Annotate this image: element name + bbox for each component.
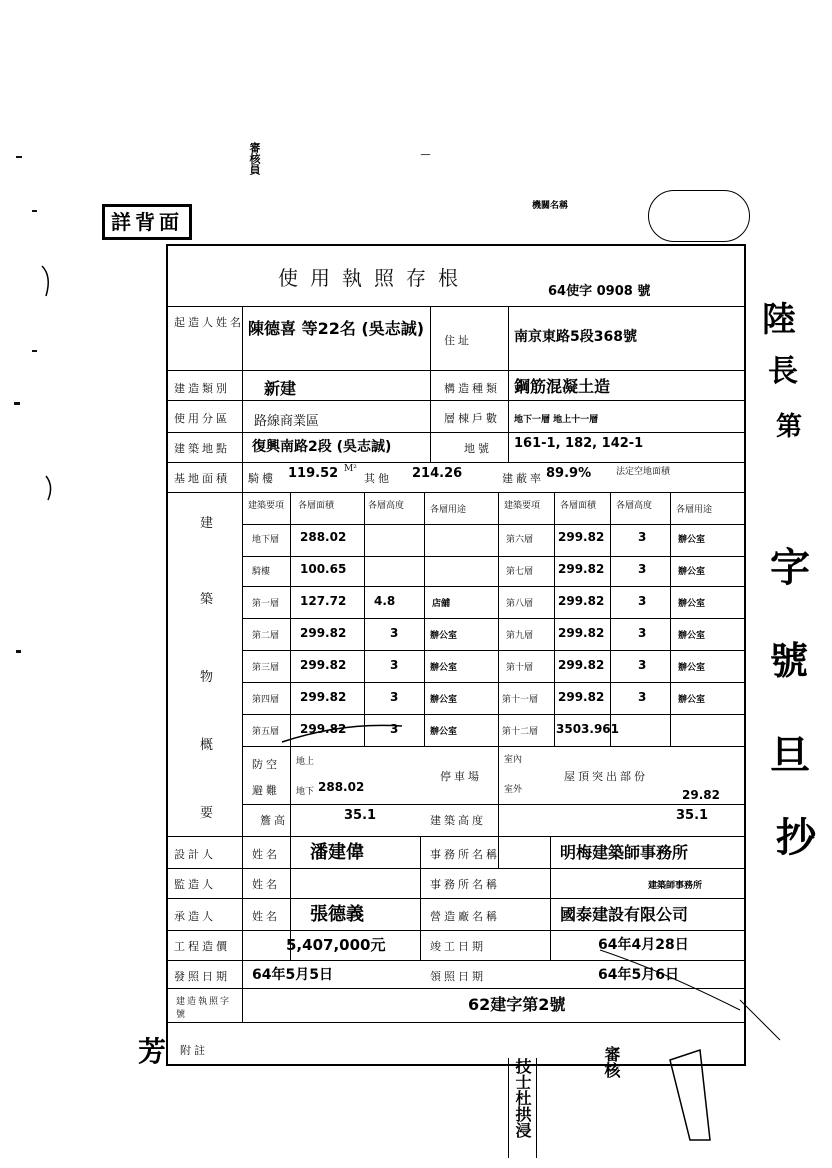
- floor-name: 第一層: [252, 599, 280, 609]
- right-margin-glyph: 第: [776, 412, 803, 442]
- company-name: 國泰建設有限公司: [560, 905, 689, 924]
- floor-height: 3: [390, 658, 399, 672]
- floor-use: 辦公室: [430, 727, 458, 737]
- floor-area: 299.82: [558, 562, 605, 576]
- eave-height-value: 35.1: [344, 808, 377, 823]
- supervisor-office: 建築師事務所: [648, 881, 703, 891]
- floor-name: 第十層: [506, 663, 534, 673]
- floor-use: 辦公室: [678, 663, 706, 673]
- review-stamp: 審核: [602, 1046, 621, 1078]
- owner-label: 起造人姓名: [174, 316, 244, 329]
- legal-open-area-label: 法定空地面積: [616, 467, 671, 477]
- coverage-value: 89.9%: [546, 466, 592, 481]
- right-margin-glyph: 抄: [776, 815, 816, 861]
- floor-height: 3: [638, 530, 647, 544]
- below-ground-label: 地下: [296, 787, 315, 797]
- other-label: 其他: [364, 472, 392, 485]
- top-right-note: 機關名稱: [532, 201, 569, 211]
- floor-name: 第九層: [506, 631, 534, 641]
- margin-mark: [16, 156, 22, 158]
- owner-value: 陳德喜 等22名 (吳志誠): [248, 319, 425, 338]
- col-header: 各層高度: [368, 501, 405, 511]
- right-margin-glyph: 字: [770, 545, 810, 591]
- zone-label: 使用分區: [174, 412, 230, 425]
- name-label: 姓名: [252, 848, 280, 861]
- arcade-label: 騎樓: [248, 472, 276, 485]
- side-label: 建: [200, 516, 214, 531]
- col-header: 建築要項: [504, 501, 541, 511]
- floor-area: 299.82: [558, 530, 605, 544]
- building-height-label: 建築高度: [430, 814, 486, 827]
- parking-outdoor-label: 室外: [504, 785, 523, 795]
- floor-area: 299.82: [558, 658, 605, 672]
- issue-date: 64年5月5日: [252, 967, 333, 983]
- construction-permit-number: 62建字第2號: [468, 995, 566, 1014]
- site-value: 復興南路2段 (吳志誠): [252, 439, 392, 455]
- cost-label: 工程造價: [174, 940, 230, 953]
- lot-value: 161-1, 182, 142-1: [514, 436, 644, 451]
- shelter-label: 防空避難: [252, 758, 280, 797]
- usage-permit-stub-form: [166, 244, 746, 1066]
- shelter-below-value: 288.02: [318, 780, 365, 794]
- company-label: 營造廠名稱: [430, 910, 500, 923]
- floor-name: 第八層: [506, 599, 534, 609]
- floor-area: 3503.961: [556, 722, 620, 736]
- floor-area: 299.82: [558, 690, 605, 704]
- col-header: 各層用途: [430, 505, 467, 515]
- reviewer-vertical-stamp: 審核員: [248, 142, 261, 175]
- floor-name: 騎樓: [252, 567, 271, 577]
- floor-height: 3: [390, 690, 399, 704]
- side-label: 築: [200, 592, 214, 607]
- form-title: 使用執照存根: [278, 266, 470, 290]
- designer-name: 潘建偉: [310, 842, 364, 863]
- coverage-label: 建蔽率: [502, 472, 544, 485]
- floor-name: 第十二層: [502, 727, 539, 737]
- floor-use: 店舖: [432, 599, 451, 609]
- parking-label: 停車場: [440, 770, 482, 783]
- floor-height: 3: [638, 690, 647, 704]
- right-margin-glyph: 陸: [762, 300, 796, 340]
- bottom-right-seal: [660, 1040, 720, 1150]
- building-type-label: 建造類別: [174, 382, 230, 395]
- col-header: 建築要項: [248, 501, 285, 511]
- completion-date: 64年4月28日: [598, 937, 689, 953]
- margin-mark: [14, 402, 20, 405]
- supervisor-label: 監造人: [174, 878, 216, 891]
- address-label: 住址: [444, 334, 472, 347]
- floor-area: 299.82: [300, 626, 347, 640]
- col-header: 各層面積: [560, 501, 597, 511]
- site-area-label: 基地面積: [174, 472, 230, 485]
- floor-use: 辦公室: [678, 535, 706, 545]
- col-header: 各層用途: [676, 505, 713, 515]
- right-margin-glyph: 旦: [770, 733, 810, 779]
- other-area-value: 214.26: [412, 466, 463, 481]
- floor-name: 第七層: [506, 567, 534, 577]
- floor-use: 辦公室: [678, 695, 706, 705]
- floor-area: 299.82: [558, 594, 605, 608]
- floor-use: 辦公室: [430, 695, 458, 705]
- construction-permit-label: 建造執照字號: [176, 997, 232, 1020]
- office-label: 事務所名稱: [430, 878, 500, 891]
- floor-name: 第四層: [252, 695, 280, 705]
- cost-value: 5,407,000元: [286, 936, 386, 954]
- margin-mark: [32, 210, 37, 212]
- floor-height: 3: [638, 626, 647, 640]
- issue-date-label: 發照日期: [174, 970, 230, 983]
- parking-indoor-label: 室內: [504, 755, 523, 765]
- floor-area: 299.82: [558, 626, 605, 640]
- remarks-label: 附註: [180, 1044, 208, 1057]
- floor-area: 299.82: [300, 722, 347, 736]
- name-label: 姓名: [252, 910, 280, 923]
- contractor-label: 承造人: [174, 910, 216, 923]
- unit-m2: M²: [344, 464, 357, 474]
- eave-height-label: 簷高: [260, 814, 288, 827]
- floor-name: 第六層: [506, 535, 534, 545]
- floor-area: 100.65: [300, 562, 347, 576]
- technician-stamp: 技士杜拱浸: [508, 1058, 537, 1158]
- floor-use: 辦公室: [678, 599, 706, 609]
- arcade-area-value: 119.52: [288, 466, 339, 481]
- margin-mark: [16, 650, 21, 653]
- floor-area: 127.72: [300, 594, 347, 608]
- floor-use: 辦公室: [678, 567, 706, 577]
- zone-value: 路線商業區: [254, 414, 320, 429]
- side-label: 概: [200, 738, 214, 753]
- floor-height: 3: [638, 594, 647, 608]
- receive-date-label: 領照日期: [430, 970, 486, 983]
- side-label: 要: [200, 806, 214, 821]
- right-margin-glyph: 號: [770, 639, 809, 683]
- floor-height: 4.8: [374, 594, 396, 608]
- floor-area: 299.82: [300, 690, 347, 704]
- contractor-name: 張德義: [310, 904, 364, 925]
- floor-use: 辦公室: [430, 631, 458, 641]
- roof-protrusion-label: 屋頂突出部份: [564, 770, 648, 783]
- detail-back-stamp: 詳背面: [102, 204, 192, 240]
- margin-mark: [32, 350, 37, 352]
- structure-label: 構造種類: [444, 382, 500, 395]
- building-height-value: 35.1: [676, 808, 709, 823]
- structure-value: 鋼筋混凝土造: [514, 377, 611, 396]
- left-margin-character: 芳: [138, 1035, 167, 1068]
- designer-label: 設計人: [174, 848, 216, 861]
- lot-label: 地號: [464, 442, 492, 455]
- floor-area: 288.02: [300, 530, 347, 544]
- permit-number: 64使字 0908 號: [548, 284, 651, 299]
- top-right-seal: [648, 190, 750, 242]
- floors-value: 地下一層 地上十一層: [514, 415, 599, 425]
- building-type-value: 新建: [264, 379, 297, 398]
- floor-use: 辦公室: [678, 631, 706, 641]
- floor-name: 地下層: [252, 535, 280, 545]
- office-label: 事務所名稱: [430, 848, 500, 861]
- floor-height: 3: [638, 658, 647, 672]
- address-value: 南京東路5段368號: [514, 329, 637, 345]
- floors-label: 層棟戶數: [444, 412, 500, 425]
- floor-height: 3: [638, 562, 647, 576]
- floor-name: 第二層: [252, 631, 280, 641]
- receive-date: 64年5月6日: [598, 967, 679, 983]
- side-label: 物: [200, 670, 214, 685]
- above-ground-label: 地上: [296, 757, 315, 767]
- floor-height: 3: [390, 626, 399, 640]
- completion-label: 竣工日期: [430, 940, 486, 953]
- floor-name: 第三層: [252, 663, 280, 673]
- name-label: 姓名: [252, 878, 280, 891]
- floor-area: 299.82: [300, 658, 347, 672]
- site-label: 建築地點: [174, 442, 230, 455]
- col-header: 各層面積: [298, 501, 335, 511]
- floor-name: 第十一層: [502, 695, 539, 705]
- top-center-mark: ｜: [419, 150, 429, 159]
- floor-use: 辦公室: [430, 663, 458, 673]
- col-header: 各層高度: [616, 501, 653, 511]
- floor-height: 3: [390, 722, 399, 736]
- roof-protrusion-value: 29.82: [682, 788, 720, 802]
- office-name: 明梅建築師事務所: [560, 843, 689, 862]
- floor-name: 第五層: [252, 727, 280, 737]
- right-margin-glyph: 長: [768, 354, 798, 389]
